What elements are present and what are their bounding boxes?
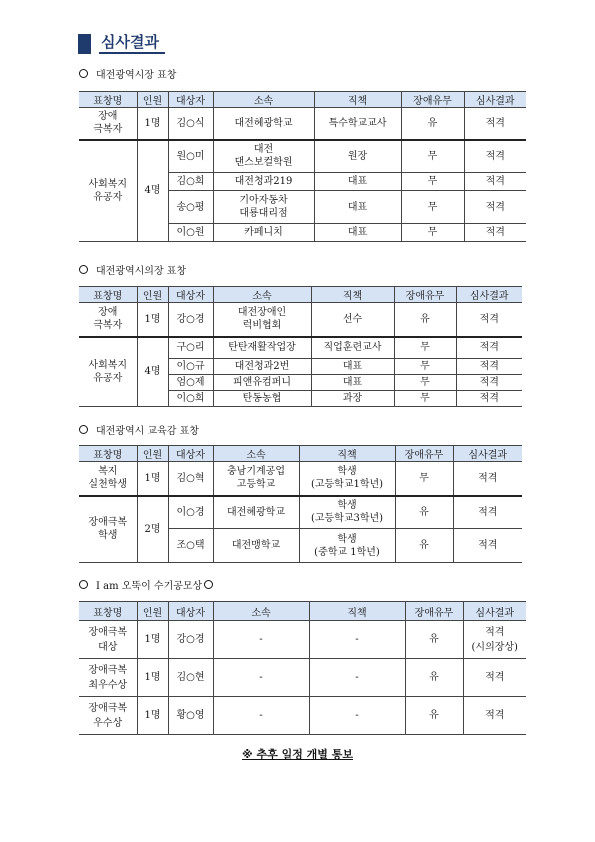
circle-bullet-icon (79, 265, 88, 274)
cell-result: 적격 (453, 529, 522, 563)
cell-result: 적격 (463, 697, 526, 735)
header-disability: 장애유무 (401, 92, 464, 108)
cell-count: 1명 (137, 621, 168, 659)
cell-name: 강○경 (168, 303, 213, 337)
header-position: 직책 (309, 602, 405, 621)
header-count: 인원 (137, 602, 168, 621)
circle-bullet-icon (79, 580, 88, 589)
cell-position: - (309, 621, 405, 659)
cell-position: - (309, 659, 405, 697)
cell-count: 1명 (137, 462, 168, 496)
cell-name: 이○원 (168, 224, 213, 242)
cell-count: 1명 (137, 697, 168, 735)
cell-affiliation: 대전맹학교 (213, 529, 299, 563)
cell-result: 적격 (464, 224, 526, 242)
header-name: 대상자 (168, 602, 213, 621)
cell-affiliation: 카페니치 (213, 224, 314, 242)
header-affiliation: 소속 (213, 287, 311, 303)
table-row (79, 337, 522, 359)
cell-affiliation: 대전장애인 럭비협회 (213, 303, 311, 337)
cell-disability: 무 (401, 173, 464, 191)
header-award: 표창명 (79, 602, 137, 621)
table-header-row (79, 446, 522, 462)
page-title: 심사결과 (99, 33, 165, 54)
cell-result: 적격 (463, 659, 526, 697)
cell-name: 이○희 (168, 391, 213, 407)
cell-result: 적격 (456, 391, 522, 407)
cell-position: 선수 (311, 303, 394, 337)
cell-position: 과장 (311, 391, 394, 407)
circle-end-icon (204, 580, 213, 589)
cell-disability: 유 (395, 529, 453, 563)
section-heading-text: 대전광역시 교육감 표창 (96, 426, 199, 437)
cell-name: 이○규 (168, 359, 213, 375)
table-header-row (79, 287, 522, 303)
cell-affiliation: 대전혜광학교 (213, 108, 314, 140)
cell-affiliation: 대전혜광학교 (213, 496, 299, 529)
cell-name: 김○식 (168, 108, 213, 140)
table-row (79, 303, 522, 337)
header-disability: 장애유무 (405, 602, 463, 621)
cell-position: 직업훈련교사 (311, 337, 394, 359)
header-position: 직책 (314, 92, 401, 108)
table-header-row (79, 92, 526, 108)
title-square-icon (78, 34, 91, 54)
cell-position: 원장 (314, 140, 401, 173)
cell-count: 4명 (137, 140, 168, 242)
cell-result: 적격 (453, 462, 522, 496)
cell-award: 장애극복 대상 (79, 621, 137, 659)
cell-disability: 무 (395, 462, 453, 496)
cell-disability: 유 (395, 496, 453, 529)
cell-result: 적격 (456, 303, 522, 337)
header-affiliation: 소속 (213, 446, 299, 462)
header-name: 대상자 (168, 92, 213, 108)
table-row (79, 697, 526, 735)
section-heading-mayor (79, 66, 176, 81)
cell-affiliation: 대전청과2번 (213, 359, 311, 375)
cell-affiliation: - (213, 621, 309, 659)
section-heading-council (79, 262, 186, 277)
circle-bullet-icon (79, 69, 88, 78)
cell-disability: 유 (405, 697, 463, 735)
cell-name: 김○희 (168, 173, 213, 191)
cell-count: 1명 (137, 108, 168, 140)
header-result: 심사결과 (463, 602, 526, 621)
cell-name: 엄○제 (168, 375, 213, 391)
header-name: 대상자 (168, 446, 213, 462)
cell-disability: 유 (405, 659, 463, 697)
cell-affiliation: 탄탄재활작업장 (213, 337, 311, 359)
cell-affiliation: 대전 댄스보컬학원 (213, 140, 314, 173)
table-mayor-award (79, 91, 526, 242)
cell-award: 복지 실천학생 (79, 462, 137, 496)
cell-disability: 무 (394, 375, 456, 391)
header-award: 표창명 (79, 446, 137, 462)
header-result: 심사결과 (453, 446, 522, 462)
table-header-row (79, 602, 526, 621)
cell-disability: 무 (394, 337, 456, 359)
cell-disability: 무 (394, 359, 456, 375)
title-block (78, 34, 165, 54)
cell-position: 대표 (311, 359, 394, 375)
cell-position: 대표 (311, 375, 394, 391)
section-heading-education (79, 422, 199, 437)
cell-name: 김○현 (168, 659, 213, 697)
table-essay-contest-award (79, 601, 526, 735)
table-row (79, 496, 522, 529)
header-count: 인원 (137, 446, 168, 462)
table-row (79, 108, 526, 140)
header-position: 직책 (311, 287, 394, 303)
cell-count: 1명 (137, 303, 168, 337)
footer-note-text: ※ 추후 일정 개별 통보 (241, 748, 354, 761)
cell-result: 적격 (464, 191, 526, 224)
cell-name: 이○경 (168, 496, 213, 529)
cell-affiliation: - (213, 659, 309, 697)
cell-disability: 유 (394, 303, 456, 337)
cell-position: 학생 (중학교 1학년) (299, 529, 395, 563)
cell-count: 1명 (137, 659, 168, 697)
section-heading-text: I am 오뚝이 수기공모상 (96, 581, 203, 592)
table-council-award (79, 286, 522, 407)
cell-position: 학생 (고등학교1학년) (299, 462, 395, 496)
cell-result: 적격 (453, 496, 522, 529)
header-disability: 장애유무 (394, 287, 456, 303)
cell-affiliation: 대전청과219 (213, 173, 314, 191)
cell-disability: 무 (401, 224, 464, 242)
header-disability: 장애유무 (395, 446, 453, 462)
cell-position: - (309, 697, 405, 735)
header-affiliation: 소속 (213, 602, 309, 621)
cell-result: 적격 (456, 359, 522, 375)
cell-result: 적격 (464, 108, 526, 140)
header-count: 인원 (137, 92, 168, 108)
section-heading-text: 대전광역시의장 표창 (96, 266, 187, 277)
header-result: 심사결과 (456, 287, 522, 303)
cell-affiliation: 충남기계공업 고등학교 (213, 462, 299, 496)
cell-result: 적격 (464, 173, 526, 191)
cell-award: 장애극복 우수상 (79, 697, 137, 735)
header-affiliation: 소속 (213, 92, 314, 108)
cell-award: 사회복지 유공자 (79, 337, 137, 407)
header-name: 대상자 (168, 287, 213, 303)
cell-disability: 무 (394, 391, 456, 407)
table-row (79, 621, 526, 659)
section-heading-text: 대전광역시장 표창 (96, 70, 177, 81)
cell-affiliation: 피앤유컴퍼니 (213, 375, 311, 391)
cell-award: 장애극복 최우수상 (79, 659, 137, 697)
header-award: 표창명 (79, 287, 137, 303)
cell-affiliation: 기아자동차 대룡대리점 (213, 191, 314, 224)
cell-result: 적격 (464, 140, 526, 173)
cell-position: 대표 (314, 173, 401, 191)
cell-count: 2명 (137, 496, 168, 563)
footer-note (0, 743, 595, 762)
section-heading-essay-contest (79, 577, 213, 592)
cell-name: 강○경 (168, 621, 213, 659)
cell-award: 장애 극복자 (79, 108, 137, 140)
header-award: 표창명 (79, 92, 137, 108)
header-count: 인원 (137, 287, 168, 303)
cell-award: 장애극복 학생 (79, 496, 137, 563)
cell-position: 대표 (314, 191, 401, 224)
cell-name: 김○혁 (168, 462, 213, 496)
cell-name: 황○영 (168, 697, 213, 735)
cell-result: 적격 (456, 375, 522, 391)
header-result: 심사결과 (464, 92, 526, 108)
header-position: 직책 (299, 446, 395, 462)
table-row (79, 462, 522, 496)
cell-award: 사회복지 유공자 (79, 140, 137, 242)
cell-disability: 유 (405, 621, 463, 659)
cell-award: 장애 극복자 (79, 303, 137, 337)
circle-bullet-icon (79, 425, 88, 434)
cell-disability: 무 (401, 191, 464, 224)
cell-name: 송○평 (168, 191, 213, 224)
cell-affiliation: - (213, 697, 309, 735)
cell-disability: 유 (401, 108, 464, 140)
cell-disability: 무 (401, 140, 464, 173)
cell-position: 대표 (314, 224, 401, 242)
cell-result: 적격 (시의장상) (463, 621, 526, 659)
table-row (79, 140, 526, 173)
cell-result: 적격 (456, 337, 522, 359)
cell-position: 학생 (고등학교3학년) (299, 496, 395, 529)
cell-name: 조○택 (168, 529, 213, 563)
table-row (79, 659, 526, 697)
cell-position: 특수학교교사 (314, 108, 401, 140)
cell-count: 4명 (137, 337, 168, 407)
cell-affiliation: 탄동농협 (213, 391, 311, 407)
cell-name: 원○미 (168, 140, 213, 173)
table-education-award (79, 445, 522, 563)
cell-name: 구○리 (168, 337, 213, 359)
